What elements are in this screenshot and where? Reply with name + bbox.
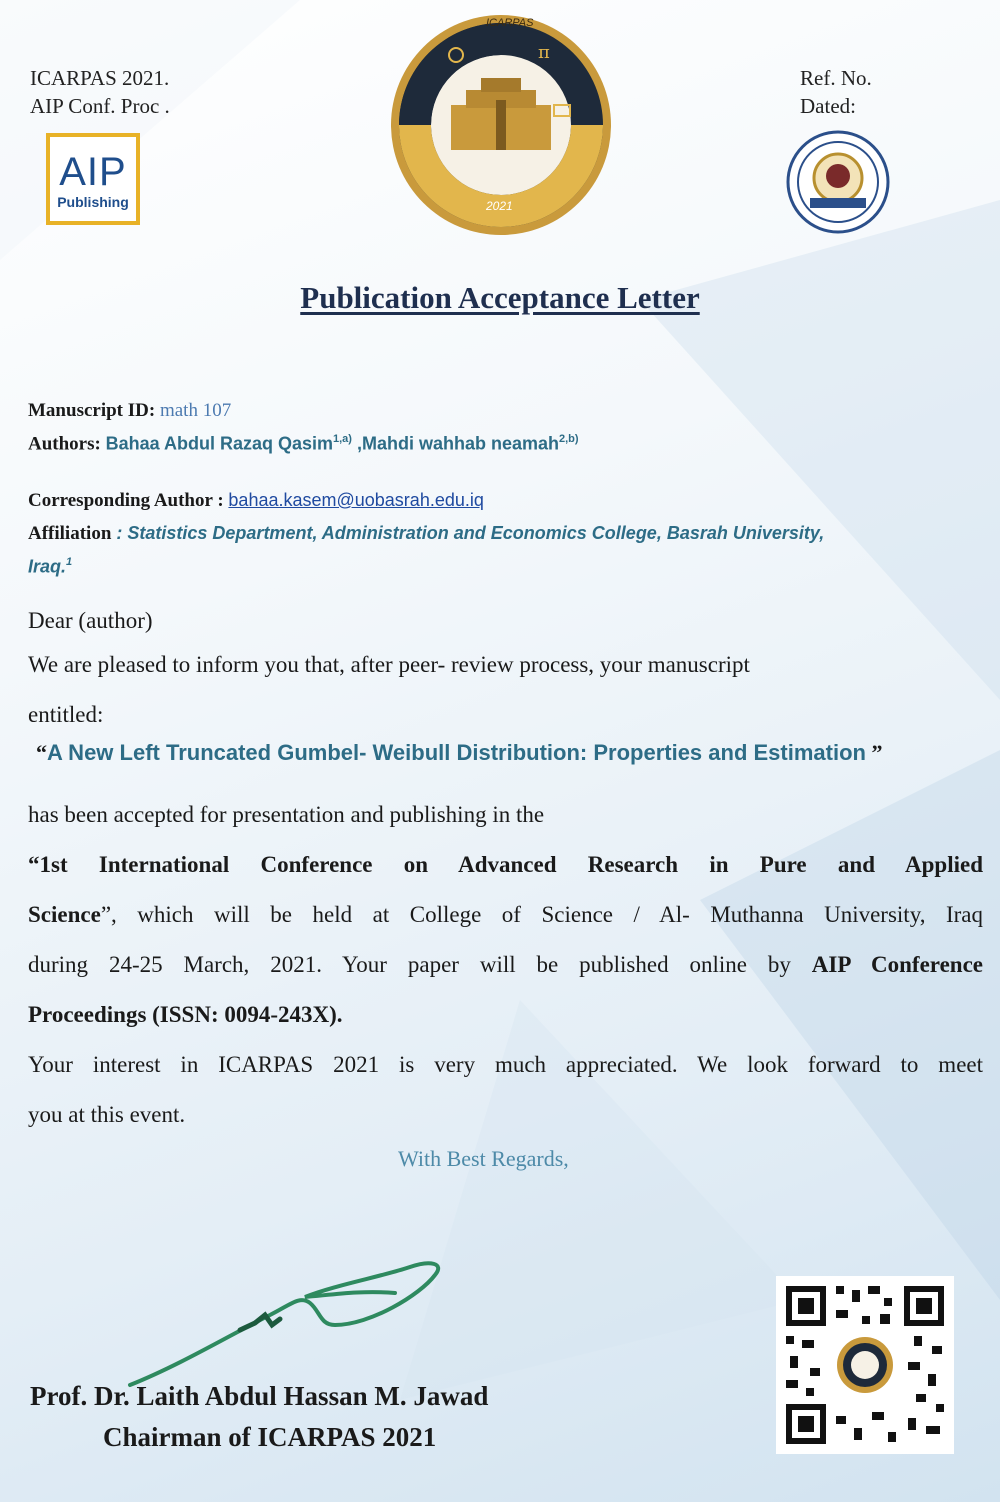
publication-text: during 24-25 March, 2021. Your paper will be published online by: [28, 952, 812, 977]
affiliation-label: Affiliation: [28, 523, 112, 544]
paragraph-1-line-2: entitled:: [28, 702, 104, 727]
paragraph-4-line-2: you at this event.: [28, 1102, 186, 1127]
corresponding-author-row: [28, 490, 484, 512]
authors-label: Authors:: [28, 433, 101, 455]
logo-year: 2021: [486, 199, 513, 213]
paper-title-close-quote: ”: [865, 740, 883, 765]
conference-ref: ICARPAS 2021.: [30, 66, 170, 90]
greeting: Dear (author): [28, 608, 153, 633]
conference-venue-text: ”, which will be held at College of Science / Al- Muthanna University, Iraq: [100, 902, 983, 927]
icarpas-conference-logo: [386, 10, 616, 240]
publication-line: [28, 940, 983, 990]
author-2: ,Mahdi wahhab neamah: [351, 433, 559, 454]
paragraph-2-line-1: has been accepted for presentation and publishing in the: [28, 802, 545, 827]
conference-name-end: Science: [28, 902, 101, 927]
paper-title-row: [36, 740, 882, 766]
authors-row: [28, 433, 579, 455]
ref-no-label: Ref. No.: [800, 66, 872, 90]
affiliation-text-line1: : Statistics Department, Administration and Economics College, Basrah University,: [111, 523, 825, 543]
paragraph-4-line-1: Your interest in ICARPAS 2021 is very much appreciated. We look forward to meet: [28, 1052, 983, 1077]
aip-logo-text: AIP: [59, 150, 127, 194]
signatory-name: Prof. Dr. Laith Abdul Hassan M. Jawad: [30, 1381, 489, 1411]
conference-name-line: “1st International Conference on Advanced Research in Pure and Applied: [28, 852, 983, 877]
aip-proceedings-bold: AIP Conference: [811, 952, 984, 977]
affiliation-text-line2: Iraq.: [28, 556, 67, 577]
conference-venue-line: [28, 890, 983, 940]
issn-line: Proceedings (ISSN: 0094-243X).: [28, 1002, 343, 1027]
corresponding-author-label: Corresponding Author :: [28, 490, 224, 511]
paragraph-1-line-1: We are pleased to inform you that, after peer- review process, your manuscript: [28, 652, 750, 677]
author-1: Bahaa Abdul Razaq Qasim: [105, 433, 333, 454]
proceedings-ref: AIP Conf. Proc .: [30, 94, 170, 118]
affiliation-sup: 1: [66, 556, 73, 568]
paper-title-open-quote: “: [36, 740, 47, 765]
closing-regards: With Best Regards,: [398, 1146, 569, 1171]
aip-publishing-logo: [46, 133, 140, 225]
corresponding-email-link[interactable]: bahaa.kasem@uobasrah.edu.iq: [228, 490, 484, 510]
page-title: Publication Acceptance Letter: [300, 280, 700, 315]
pi-icon: π: [538, 42, 550, 63]
manuscript-id-row: [28, 400, 231, 422]
logo-top-text: ICARPAS: [486, 17, 534, 29]
aip-logo-subtext: Publishing: [57, 194, 129, 210]
manuscript-id-label: Manuscript ID:: [28, 400, 156, 421]
header-right: [800, 64, 872, 120]
manuscript-id-value: math 107: [159, 400, 232, 421]
qr-code[interactable]: [776, 1276, 954, 1454]
author-1-sup: 1,a): [332, 433, 352, 445]
university-seal: [786, 128, 890, 236]
paper-title: A New Left Truncated Gumbel- Weibull Distribution: Properties and Estimation: [47, 740, 866, 765]
author-2-sup: 2,b): [559, 433, 579, 445]
header-left: [30, 64, 170, 120]
signatory-title: Chairman of ICARPAS 2021: [103, 1422, 437, 1452]
dated-label: Dated:: [800, 94, 856, 118]
affiliation-row: [28, 519, 968, 581]
